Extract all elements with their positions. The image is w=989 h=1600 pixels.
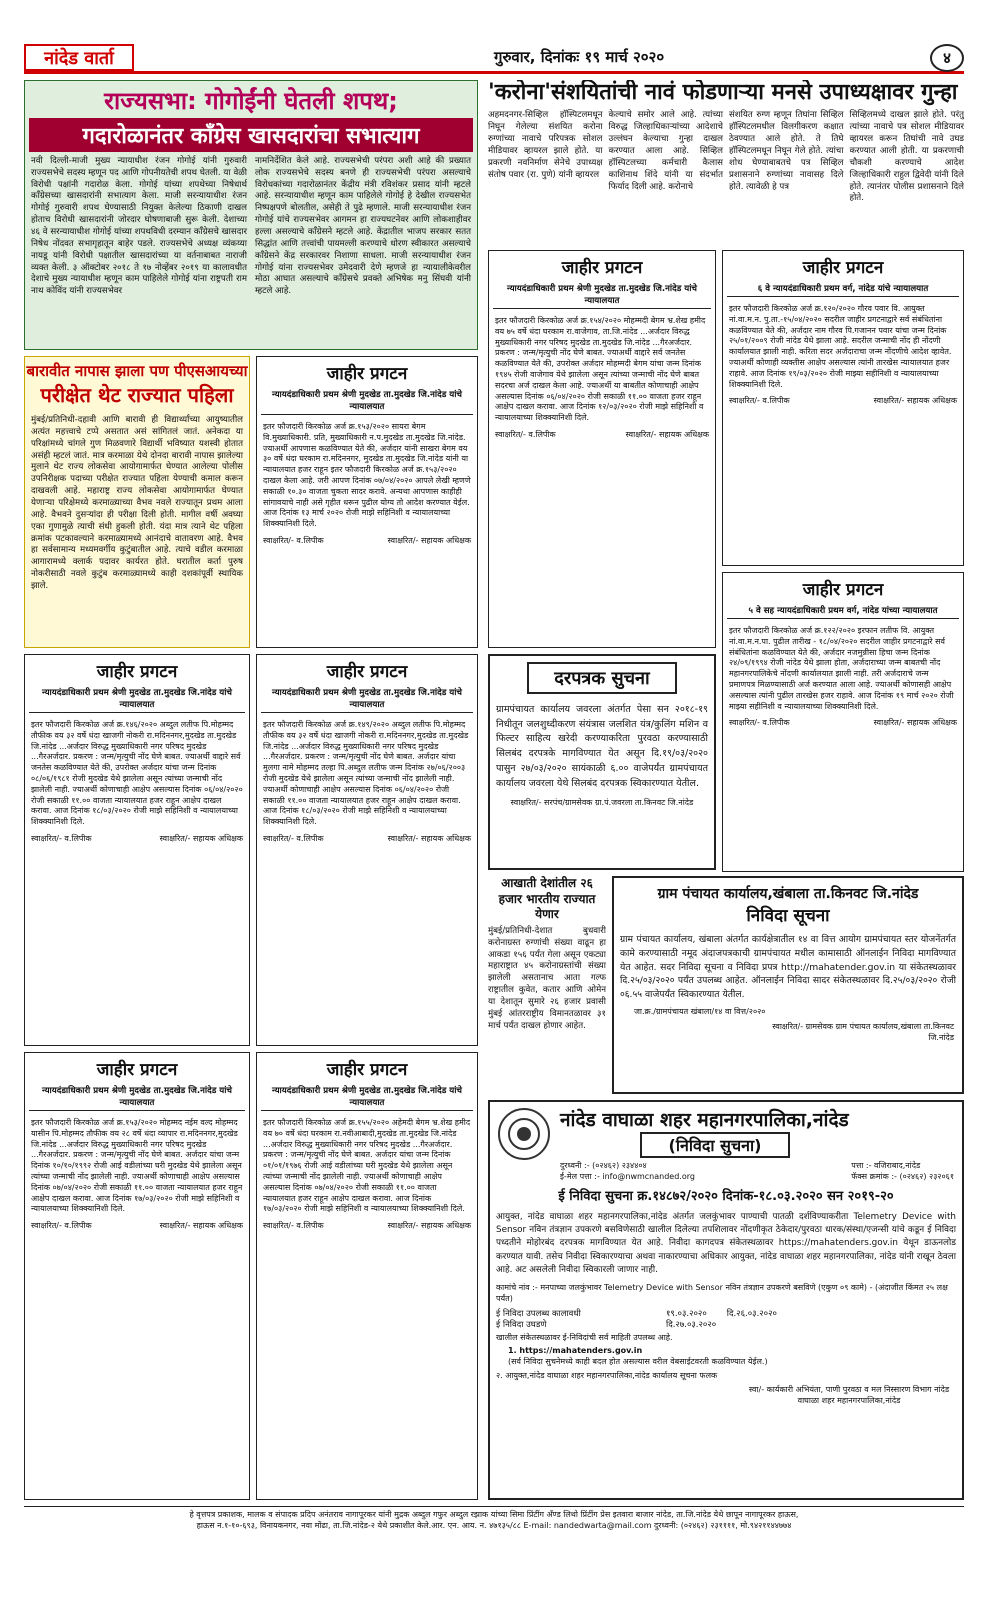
khambala-sign: स्वाक्षरित/- ग्रामसेवक ग्राम पंचायत कार्यालय,खंबाला ता.किनवट जि.नांदेड [772, 1021, 954, 1042]
nwcmc-phone: दुरध्वनी :- (०२४६२) २३४४०४ [560, 1161, 647, 1170]
notice-title: जाहीर प्रगटन [96, 1060, 178, 1080]
notice-title: जाहीर प्रगटन [561, 258, 643, 278]
nwcmc-emblem-icon [498, 1108, 550, 1160]
story-corona-col4: सिव्हिलमध्ये दाखल झाले होते. परंतु त्यांच्या नावाचे पत्र सोशल मीडियावर व्हायरल करून तिघांची नावे उघड करण्यात आली होती. या प्रकरणाची चौकशी करण्याचे आदेश जिल्हाधिकारी राहुल द्विवेदी यांनी दिले होते. त्यानंतर पोलीस प्रशासनाने दिले होते. [849, 110, 964, 204]
nwcmc-email: ई-मेल पत्ता :- info@nwmcnanded.org [560, 1172, 695, 1181]
nwcmc-title: नांदेड वाघाळा शहर महानगरपालिका,नांदेड [560, 1109, 849, 1131]
headline-aakhati: आखाती देशांतील २६ हजार भारतीय राज्यात येणार [498, 876, 596, 922]
khambala-title-2: निविदा सूचना [746, 906, 830, 926]
notice-title: जाहीर प्रगटन [326, 662, 408, 682]
nwcmc-sign: स्वा/- कार्यकारी अभियंता, पाणी पुरवठा व मल निस्सारण विभाग नांदेड वाघाळा शहर महानगरपालिका,नांदेड [748, 1384, 950, 1405]
notice-title: जाहीर प्रगटन [326, 1060, 408, 1080]
notice-body: इतर फौजदारी किरकोळ अर्ज क्र.१२०/२०२० गौरव पवार वि. आयुक्त नां.वा.म.न. पु.ता.-१५/०४/२०२० सदरील जाहीर प्रगटनाद्वारे सर्व संबंधितांना कळविण्यात येते की, अर्जदार नाम गौरव पि.गजानन पवार यांचा जन्म दिनांक २५/०१/२००९ रोजी नांदेड येथे झाला आहे. सदरील जन्माची नोंद ही नोंदणी कार्यालयात झाली नाही. करिता सदर अर्जदाराचा जन्म नोंदणीचे आदेश व्हावेत. ज्याअर्थी कोणाही व्यक्तीस आक्षेप असल्यास त्यांनी तारखेस न्यायालयात हजर राहावे. आज दिनांक १९/०३/२०२० रोजी माझ्या सहीनिशी व न्यायालयाच्या शिक्क्यानिशी दिले. [729, 304, 952, 389]
khambala-ref: जा.क्र./ग्रामपंचायत खंबाला/१४ वा वित्त/२०२० [634, 1006, 766, 1016]
story-exam-body: मुंबई/प्रतिनिधी-दहावी आणि बारावी ही विद्यार्थ्यांच्या आयुष्यातील अत्यंत महत्त्वाचे टप्पे असतात असं सांगितलं जातं. अनेकदा या परिक्षांमध्ये चांगले गुण मिळवणारे विद्यार्थी भविष्यात यशस्वी होतात असंही म्हटलं जातं. मात्र करमाळा येथे दोनदा बारावी नापास झालेल्या मुलाने थेट राज्य लोकसेवा आयोगामार्फत घेण्यात आलेल्या पोलीस उपनिरीक्षक पदाच्या परीक्षेत राज्यात पहिला येण्याची कमाल करून दाखवली आहे. महाराष्ट्र राज्य लोकसेवा आयोगामार्फत घेण्यात येणाऱ्या परिक्षेमध्ये करमाळ्याच्या वैभव नवले राज्यातून प्रथम आला आहे. वैभवने दुसऱ्यांदा ही परीक्षा दिली होती. मागील वर्षी अवघ्या एका गुणामुळे त्याची संधी हुकली होती. यंदा मात्र त्याने थेट पहिला क्रमांक पटकावल्याने करमाळ्यामध्ये आनंदाचे वातावरण आहे. वैभव हा सर्वसामान्य मध्यमवर्गीय कुटुंबातील आहे. त्याचे वडील करमाळा आगारामध्ये क्लार्क पदावर कार्यरत होते. घरातील कर्ता पुरुष नोकरीसाठी नवले कुटुंब करमाळ्यामध्ये काही दशकांपूर्वी स्थायिक झाले. [31, 415, 243, 592]
nwcmc-link[interactable]: 1. https://mahatenders.gov.in [508, 1346, 643, 1356]
headline-exam-2: परीक्षेत थेट राज्यात पहिला [40, 383, 234, 407]
headline-corona: 'करोना'संशयितांची नावं फोडणाऱ्या मनसे उपाध्यक्षावर गुन्हा [488, 80, 958, 105]
notice-court: न्यायदंडाधिकारी प्रथम श्रेणी मुदखेड ता.मुदखेड जि.नांदेड यांचे न्यायालयात [29, 686, 245, 713]
signature-superintendent: स्वाक्षरित/- सहायक अधिक्षक [387, 535, 471, 545]
notice-court: ६ वे न्यायदंडाधिकारी प्रथम वर्ग, नांदेड यांचे न्यायालयात [727, 282, 959, 297]
story-rajyasabha-col1: नवी दिल्ली-माजी मुख्य न्यायाधीश रंजन गोगोई यांनी गुरुवारी राज्यसभेचे सदस्य म्हणून पद आणि गोपनीयतेची शपथ घेतली. या वेळी विरोधी पक्षांनी गदारोळ केला. गोगोई यांच्या शपथेच्या निषेधार्थ काँग्रेसच्या खासदारांनी सभात्याग केला. माजी सरन्यायाधीश रंजन गोगोई गुरुवारी शपथ घेण्यासाठी नियुक्त केलेल्या ठिकाणी दाखल होताच विरोधी खासदारांनी जोरदार घोषणाबाजी सुरू केली. देशाच्या ४६ वे सरन्यायाधीश गोगोई यांच्या शपथविधी दरम्यान काँग्रेसचे खासदार निषेध नोंदवत सभागृहातून बाहेर पडले. राज्यसभेचे अध्यक्ष व्यंकय्या नायडू यांनी विरोधी पक्षातील खासदारांच्या या वर्तनाबाबत नाराजी व्यक्त केली. ३ ऑक्टोबर २०१८ ते १७ नोव्हेंबर २०१९ या कालावधीत देशाचे मुख्य न्यायाधीश म्हणून काम पाहिलेले गोगोई यांना राष्ट्रपती राम नाथ कोविंद यांनी राज्यसभेवर [31, 155, 247, 297]
signature-superintendent: स्वाक्षरित/- सहायक अधिक्षक [387, 833, 471, 843]
notice-body: इतर फौजदारी किरकोळ अर्ज क्र.१४६/२०२० अब्दुल लतीफ पि.मोहम्मद तौफीक वय ३२ वर्षे धंदा खाजगी नोकरी रा.मदिननगर,मुदखेड ता.मुदखेड जि.नांदेड ...अर्जदार विरुद्ध मुख्याधिकारी नगर परिषद मुदखेड ...गैरअर्जदार. प्रकरण : जन्म/मृत्युची नोंद घेणे बाबत. ज्याअर्थी वाद्दारे सर्व जनतेस कळविण्यात येते की, उपरोक्त अर्जदार यांचा जन्म दिनांक ०८/०६/१९८१ रोजी मुदखेड येथे झालेला असून त्यांच्या जन्माची नोंद झालेली नाही. ज्याअर्थी कोणाचाही आक्षेप असल्यास दिनांक ०६/०४/२०२० रोजी सकाळी ११.०० वाजता न्यायालयात हजर राहून आक्षेप दाखल करावा. आज दिनांक १८/०३/२०२० रोजी माझे सहिनिशी व न्यायालयाच्या शिक्क्यानिशी दिले. [31, 720, 243, 827]
nwcmc-item2: २. आयुक्त,नांदेड वाघाळा शहर महानगरपालिका,नांदेड कार्यालय सूचना फलक [496, 1370, 718, 1380]
story-corona-col3: संशयित रुग्ण म्हणून तिघांना सिव्हिल हॉस्पिटलमधील विलगीकरण कक्षात ठेवण्यात आले होते. ते तिघे हॉस्पिटलमधून निघून गेले होते. त्यांचा शोध घेण्याबाबतचे पत्र सिव्हिल प्रशासनाने रुग्णांच्या नावासह दिले होते. त्यावेळी हे पत्र [729, 110, 844, 192]
notice-title: जाहीर प्रगटन [802, 258, 884, 278]
story-aakhati [488, 876, 606, 1094]
notice-jahir-2 [488, 250, 716, 648]
footer-imprint [24, 1506, 964, 1540]
story-corona [488, 80, 964, 245]
headline-rajyasabha-1: राज्यसभा: गोगोईंनी घेतली शपथ; [104, 87, 398, 115]
notice-court: न्यायदंडाधिकारी प्रथम श्रेणी मुदखेड ता.मुदखेड जि.नांदेड यांचे न्यायालयात [493, 282, 711, 309]
notice-jahir-7 [24, 1052, 250, 1500]
khambala-title-1: ग्राम पंचायत कार्यालय,खंबाला ता.किनवट जि.नांदेड [657, 886, 919, 902]
headline-rajyasabha-2: गदारोळानंतर काँग्रेस खासदारांचा सभात्याग [29, 118, 473, 152]
notice-body: इतर फौजदारी किरकोळ अर्ज क्र.१५३/२०२० मोहम्मद नईम वल्द मोहम्मद यासीन पि.मोहम्मद तौफीक वय २८ वर्षे धंदा व्यापार रा.मदिननगर,मुदखेड जि.नांदेड ...अर्जदार विरुद्ध मुख्याधिकारी नगर परिषद मुदखेड ...गैरअर्जदार. प्रकरण : जन्म/मृत्युची नोंद घेणे बाबत. अर्जदार यांचा जन्म दिनांक १०/१०/१९९२ रोजी आई वडीलांच्या घरी मुदखेड येथे झालेला असून त्यांच्या जन्माची नोंद झालेली नाही. ज्याअर्थी कोणाचाही आक्षेप असल्यास दिनांक ०७/०४/२०२० रोजी सकाळी ११.०० वाजता न्यायालयात हजर राहून आक्षेप दाखल करावा. आज दिनांक १७/०३/२०२० रोजी माझे सहिनिशी व न्यायालयाच्या शिक्क्यानिशी दिले. [31, 1118, 243, 1214]
nwcmc-row2-label: ई निविदा उघडणे [496, 1319, 547, 1330]
signature-clerk: स्वाक्षरित/- व.लिपीक [729, 396, 790, 406]
story-exam [24, 356, 250, 648]
notice-court: न्यायदंडाधिकारी प्रथम श्रेणी मुदखेड ता.मुदखेड जि.नांदेड यांचे न्यायालयात [261, 388, 473, 415]
signature-superintendent: स्वाक्षरित/- सहायक अधिक्षक [873, 396, 957, 406]
nwcmc-row1-to: दि.२६.०३.२०२० [726, 1308, 777, 1319]
nwcmc-fax: फॅक्स क्रमांक :- (०२४६२) २३२०६१ [851, 1172, 954, 1181]
newspaper-logo: नांदेड वार्ता [24, 44, 134, 71]
notice-court: न्यायदंडाधिकारी प्रथम श्रेणी मुदखेड ता.मुदखेड जि.नांदेड यांचे न्यायालयात [261, 1084, 473, 1111]
darpatrak-body: ग्रामपंचायत कार्यालय जवरला अंतर्गत पेसा सन २०१८-१९ निधीतून जलशुध्दीकरण संयंत्रास जलशित यंत्र/कुलिंग मशिन व फिल्टर साहित्य खरेदी करण्याकरिता पुरवठा करण्यासाठी सिलबंद दरपत्रके मागविण्यात येत असून दि.१९/०३/२०२० पासुन २७/०३/२०२० सायंकाळी ६.०० वाजेपर्यंत ग्रामपंचायत कार्यालय जवरला येथे सिलबंद दरपत्रक स्विकारण्यात येतील. [496, 704, 708, 789]
signature-superintendent: स्वाक्षरित/- सहायक अधिक्षक [387, 1221, 471, 1231]
notice-jahir-6 [722, 572, 964, 872]
nwcmc-row1-label: ई निविदा उपलब्ध कालावधी [496, 1308, 581, 1319]
story-aakhati-body: मुंबई/प्रतिनिधी-देशात बुधवारी करोनाग्रस्त रुग्णांची संख्या वाढून हा आकडा १५६ पर्यंत गेला असून एकट्या महाराष्ट्रात ४५ करोनाग्रस्तांची संख्या झालेली असतानाच आता गल्फ राष्ट्रातील कुवेत, कतार आणि ओमेन या देशातून सुमारे २६ हजार प्रवासी मुंबई आंतरराष्ट्रीय विमानतळावर ३१ मार्च पर्यंत दाखल होणार आहेत. [488, 925, 606, 1031]
notice-court: न्यायदंडाधिकारी प्रथम श्रेणी मुदखेड ता.मुदखेड जि.नांदेड यांचे न्यायालयात [29, 1084, 245, 1111]
story-corona-col1: अहमदनगर-सिव्हिल हॉस्पिटलमधून निघून गेलेल्या संशयित करोना रुग्णांच्या नावाचे परिपत्रक सोशल मीडियावर व्हायरल झाले होते. या प्रकरणी नवनिर्माण सेनेचे उपाध्यक्ष संतोष पवार (रा. पुणे) यांनी व्हायरल [488, 110, 603, 180]
story-corona-col2: केल्याचे समोर आले आहे. त्यांच्या विरुद्ध जिल्हाधिकाऱ्यांच्या आदेशाचे उल्लंघन केल्याचा गुन्हा दाखल करण्यात आला आहे. सिव्हिल हॉस्पिटलच्या कर्मचारी कैलास काशिनाथ शिंदे यांनी या संदर्भात फिर्याद दिली आहे. करोनाचे [608, 110, 723, 192]
notice-khambala [612, 876, 964, 1094]
signature-superintendent: स्वाक्षरित/- सहायक अधिक्षक [625, 429, 709, 439]
khambala-body: ग्राम पंचायत कार्यालय, खंबाला अंतर्गत कार्यक्षेत्रातील १४ वा वित्त आयोग ग्रामपंचायत स्तर योजनेंतर्गत कामे करण्यासाठी नमूद अंदाजपत्रकाची ग्रामपंचायत मधील कामासाठी ऑनलाईन निविदा मागविण्यात येत आहेत. सदर निविदा सूचना व निविदा प्रपत्र http://mahatender.gov.in या संकेतस्थळावर दि.२५/०३/२०२० पर्यंत उपलब्ध आहेत. ऑनलाईन निविदा सादर संकेतस्थळावर दि.२५/०३/२०२० रोजी ०६.५५ वाजेपर्यंत स्विकारण्यात येतील. [620, 934, 956, 1001]
nwcmc-row2-val: दि.२७.०३.२०२० [666, 1319, 717, 1330]
notice-body: इतर फौजदारी किरकोळ अर्ज क्र.१२२/२०२० इरफान लतीफ वि. आयुक्त नां.वा.म.न.पा. पुढील तारीख - १८/०४/२०२० सदरील जाहीर प्रगटनाद्वारे सर्व संबंधितांना कळविण्यात येते की, अर्जदार नजमुन्नीसा हिचा जन्म दिनांक २४/०९/१९९४ रोजी नांदेड येथे झाला होता, अर्जदाराच्या जन्म बाबतची नोंद महानगरपालिकेचे नोंदणी कार्यालयात झाली नाही. तरी अर्जदाराचे जन्म प्रमाणपत्र मिळण्यासाठी अर्ज करण्यात आला आहे. ज्याअर्थी कोणासही आक्षेप असल्यास त्यांनी पुढील तारखेस हजर राहावे. आज दिनांक १९ मार्च २०२० रोजी माझ्या सहीनिशी व न्यायालयाच्या शिक्क्यानिशी दिले. [729, 626, 954, 711]
page-number: ४ [930, 44, 964, 72]
dateline: गुरुवार, दिनांकः १९ मार्च २०२० [494, 48, 665, 66]
darpatrak-sign: स्वाक्षरित/- सरपंच/ग्रामसेवक ग्रा.पं.जवरला ता.किनवट जि.नांदेड [510, 798, 694, 808]
notice-title: जाहीर प्रगटन [326, 364, 408, 384]
notice-court: न्यायदंडाधिकारी प्रथम श्रेणी मुदखेड ता.मुदखेड जि.नांदेड यांचे न्यायालयात [261, 686, 473, 713]
footer-line-1: हे वृत्तपत्र प्रकाशक, मालक व संपादक प्रदिप अनंतराव नागापूरकर यांनी मुद्रक अब्दुल गफुर अब्दुल रझाक यांच्या सिमा प्रिंटींग अँण्ड लिथो प्रिंटींग प्रेस इतवारा बाजार नांदेड, ता.जि.नांदेड येथे छापून नागापूरकर हाऊस, [189, 1510, 799, 1519]
notice-body: इतर फौजदारी किरकोळ अर्ज क्र.१५३/२०२० सायरा बेगम वि.मुख्याधिकारी. प्रति, मुख्याधिकारी न.प.मुदखेड ता.मुदखेड जि.नांदेड. ज्याअर्थी आपणास कळविण्यात येते की, अर्जदार यांनी साखरा बेगम वय ३० वर्षे धंदा घरकाम रा.मदिननगर, मुदखेड ता.मुदखेड जि.नांदेड यांनी या न्यायालयात हजर राहून इतर फौजदारी किरकोळ अर्ज क्र.१५३/२०२० दाखल केला आहे. जरी आपण दिनांक ०७/०४/२०२० आपले लेखी म्हणणे सकाळी १०.३० वाजता चुकता सादर करावे. अन्यथा आपणास काहीही सांगावयाचे नाही असे गृहीत धरून पुढील योग्य तो आदेश करण्यात येईल. आज दिनांक १३ मार्च २०२० रोजी माझे सहिनिशी व न्यायालयाच्या शिक्क्यानिशी दिले. [263, 422, 471, 529]
notice-jahir-5 [256, 654, 478, 1046]
signature-clerk: स्वाक्षरित/- व.लिपीक [495, 429, 556, 439]
nwcmc-address: पत्ता :- वजिराबाद,नांदेड [851, 1161, 921, 1170]
nwcmc-body: आयुक्त, नांदेड वाघाळा शहर महानगरपालिका,नांदेड अंतर्गत जलकुंभावर पाण्याची पातळी दर्शविण्याकरीता Telemetry Device with Sensor नविन तंत्रज्ञान उपकरणे बसविणेसाठी खालील दिलेल्या तपशिलावर नोंदणीकृत ठेकेदार/पुरवठा धारक/संस्था/एजन्सी यांचे कडून ई निविदा पध्दतीने मोहोरबंद दरपत्रक मागविण्यात येत आहे. निवीदा कागदपत्र संकेतस्थळावर https://mahatenders.gov.in येथून डाऊनलोड करण्यात यावी. तसेच निवीदा स्विकारण्याचा अथवा नाकारण्याचा अधिकार आयुक्त, नांदेड वाघाळा शहर महानगरपालिका, नांदेड यांनी राखून ठेवला आहे. अट असलेली निवीदा स्विकारली जाणार नाही. [496, 1212, 956, 1275]
footer-line-2: हाऊस न.१-१०-६९३, विनायकनगर, नवा मोंढा, ता.जि.नांदेड-२ येथे प्रकाशीत केले.आर. एन. आय. न. ४७१३५/८८ E-mail: nandedwarta@mail.com दुरध्वनी: (०२४६२) २३११११, मो.९४२११४४७७४ [196, 1520, 792, 1530]
notice-body: इतर फौजदारी किरकोळ अर्ज क्र.१५५/२०२० अहेमदी बेगम भ्र.शेख हमीद वय ७० वर्षे धंदा घरकाम रा.नवीआबादी,मुदखेड ता.मुदखेड जि.नांदेड ...अर्जदार विरुद्ध मुख्याधिकारी नगर परिषद मुदखेड ...गैरअर्जदार. प्रकरण : जन्म/मृत्युची नोंद घेणे बाबत. अर्जदार यांचा जन्म दिनांक ०१/०१/१९७६ रोजी आई वडीलांच्या घरी मुदखेड येथे झालेला असून त्यांच्या जन्माची नोंद झालेली नाही. ज्याअर्थी कोणाचाही आक्षेप असल्यास दिनांक ०७/०४/२०२० रोजी सकाळी ११.०० वाजता न्यायालयात हजर राहून आक्षेप दाखल करावा. आज दिनांक १७/०३/२०२० रोजी माझे सहिनिशी व न्यायालयाच्या शिक्क्यानिशी दिले. [263, 1118, 471, 1214]
notice-title: जाहीर प्रगटन [802, 580, 884, 600]
notice-jahir-1 [256, 356, 478, 648]
notice-court: ५ वे सह न्यायदंडाधिकारी प्रथम वर्ग, नांदेड यांच्या न्यायालयात [727, 604, 959, 619]
darpatrak-title: दरपत्रक सुचना [527, 662, 677, 694]
signature-clerk: स्वाक्षरित/- व.लिपीक [31, 1221, 92, 1231]
notice-title: जाहीर प्रगटन [96, 662, 178, 682]
nwcmc-tender-no: ई निविदा सुचना क्र.१४८७२/२०२० दिनांक-१८.०३.२०२० सन २०१९-२० [558, 1189, 894, 1204]
signature-superintendent: स्वाक्षरित/- सहायक अधिक्षक [159, 833, 243, 843]
signature-clerk: स्वाक्षरित/- व.लिपीक [263, 535, 324, 545]
nwcmc-subtitle: (निविदा सुचना) [640, 1132, 790, 1158]
notice-nwcmc [488, 1100, 964, 1500]
nwcmc-row1-from: १९.०३.२०२० [666, 1308, 707, 1319]
notice-jahir-3 [722, 250, 964, 566]
signature-clerk: स्वाक्षरित/- व.लिपीक [263, 833, 324, 843]
nwcmc-work: कामांचे नांव :- मनपाच्या जलकुंभावर Telemetry Device with Sensor नविन तंत्रज्ञान उपकरणे बसविणे (एकुण ०९ कामे) - (अंदाजीत किंमत २५ लक्ष पर्यंत) [496, 1282, 948, 1303]
masthead [24, 44, 964, 74]
nwcmc-link-note: (सर्व निविदा सुचनेमध्ये काही बदल होत असल्यास वरील वेबसाईटवरती कळविण्यात येईल.) [508, 1357, 768, 1367]
story-rajyasabha-col2: नामनिर्देशित केले आहे. राज्यसभेची परंपरा अशी आहे की प्रख्यात लोक राज्यसभेचे सदस्य बनणे ही राज्यसभेची परंपरा असल्याचे विरोधकांच्या गदारोळानंतर केंद्रीय मंत्री रविशंकर प्रसाद यांनी म्हटले आहे. सरन्यायाधीश म्हणून काम पाहिलेले गोगोई हे देखील राज्यसभेत निष्पक्षपणे बोलतील, असेही ते पुढे म्हणाले. माजी सरन्यायाधीश रंजन गोगोई यांचे राज्यसभेवर आगमन हा राज्यघटनेवर आणि लोकशाहीवर हल्ला असल्याचे काँग्रेसने म्हटले आहे. केंद्रातील भाजप सरकार सतत सिद्धांत आणि तत्त्वांची पायमल्ली करण्याचे धोरण स्वीकारत असल्याचे काँग्रेसने केंद्र सरकारवर निशाणा साधला. माजी सरन्यायाधीश रंजन गोगोई यांना राज्यसभेवर उमेदवारी देणे म्हणजे हा न्यायालीकेवरील मोठा आघात असल्याचे काँग्रेसचे प्रवक्ते अभिषेक मनु सिंघवी यांनी म्हटले आहे. [255, 155, 471, 297]
story-rajyasabha [24, 80, 478, 350]
notice-jahir-8 [256, 1052, 478, 1500]
signature-clerk: स्वाक्षरित/- व.लिपीक [31, 833, 92, 843]
notice-body: इतर फौजदारी किरकोळ अर्ज क्र.१५४/२०२० मोहम्मदी बेगम भ्र.शेख हमीद वय ७५ वर्षे धंदा घरकाम रा.वाजेगाव, ता.जि.नांदेड ...अर्जदार विरुद्ध मुख्याधिकारी नगर परिषद मुदखेड ता.मुदखेड जि.नांदेड ...गैरअर्जदार. प्रकरण : जन्म/मृत्युची नोंद घेणे बाबत. ज्याअर्थी वाद्दारे सर्व जनतेस कळविण्यात येते की, उपरोक्त अर्जदार मोहम्मदी बेगम यांचा जन्म दिनांक १९४५ रोजी वाजेगाव येथे झालेला असून त्यांच्या जन्माची नोंद घेणे बाबत सदरचा अर्ज दाखल केला आहे. ज्याअर्थी या बाबतीत कोणाचाही आक्षेप असल्यास दिनांक ०६/०४/२०२० रोजी सकाळी ११.०० वाजता हजर राहून आक्षेप दाखल करावा. आज दिनांक १२/०३/२०२० रोजी माझे सहिनिशी व न्यायालयाच्या शिक्क्यानिशी दिले. [495, 316, 706, 423]
signature-clerk: स्वाक्षरित/- व.लिपीक [729, 718, 790, 728]
notice-body: इतर फौजदारी किरकोळ अर्ज क्र.१४९/२०२० अब्दुल लतीफ पि.मोहम्मद तौफीक वय ३२ वर्षे धंदा खाजगी नोकरी रा.मदिननगर,मुदखेड ता.मुदखेड जि.नांदेड ...अर्जदार विरुद्ध मुख्याधिकारी नगर परिषद मुदखेड ...गैरअर्जदार. प्रकरण : जन्म/मृत्युची नोंद घेणे बाबत. अर्जदार यांचा मुलगा नामे मोहम्मद तल्हा पि.अब्दुल लतीफ जन्म दिनांक २७/०६/२००३ रोजी मुदखेड येथे झालेला असून त्यांच्या जन्माची नोंद झालेली नाही. ज्याअर्थी कोणाचाही आक्षेप असल्यास दिनांक ०६/०४/२०२० रोजी सकाळी ११.०० वाजता न्यायालयात हजर राहून आक्षेप दाखल करावा. आज दिनांक १८/०३/२०२० रोजी माझे सहिनिशी व न्यायालयाच्या शिक्क्यानिशी दिले. [263, 720, 469, 827]
signature-clerk: स्वाक्षरित/- व.लिपीक [263, 1221, 324, 1231]
notice-jahir-4 [24, 654, 250, 1046]
signature-superintendent: स्वाक्षरित/- सहायक अधिक्षक [159, 1221, 243, 1231]
nwcmc-note: खालील संकेतस्थळावर ई-निविदांची सर्व माहिती उपलब्ध आहे. [496, 1332, 673, 1342]
headline-exam-1: बारावीत नापास झाला पण पीएसआयच्या [26, 362, 248, 380]
signature-superintendent: स्वाक्षरित/- सहायक अधिक्षक [873, 718, 957, 728]
notice-darpatrak [488, 654, 716, 870]
